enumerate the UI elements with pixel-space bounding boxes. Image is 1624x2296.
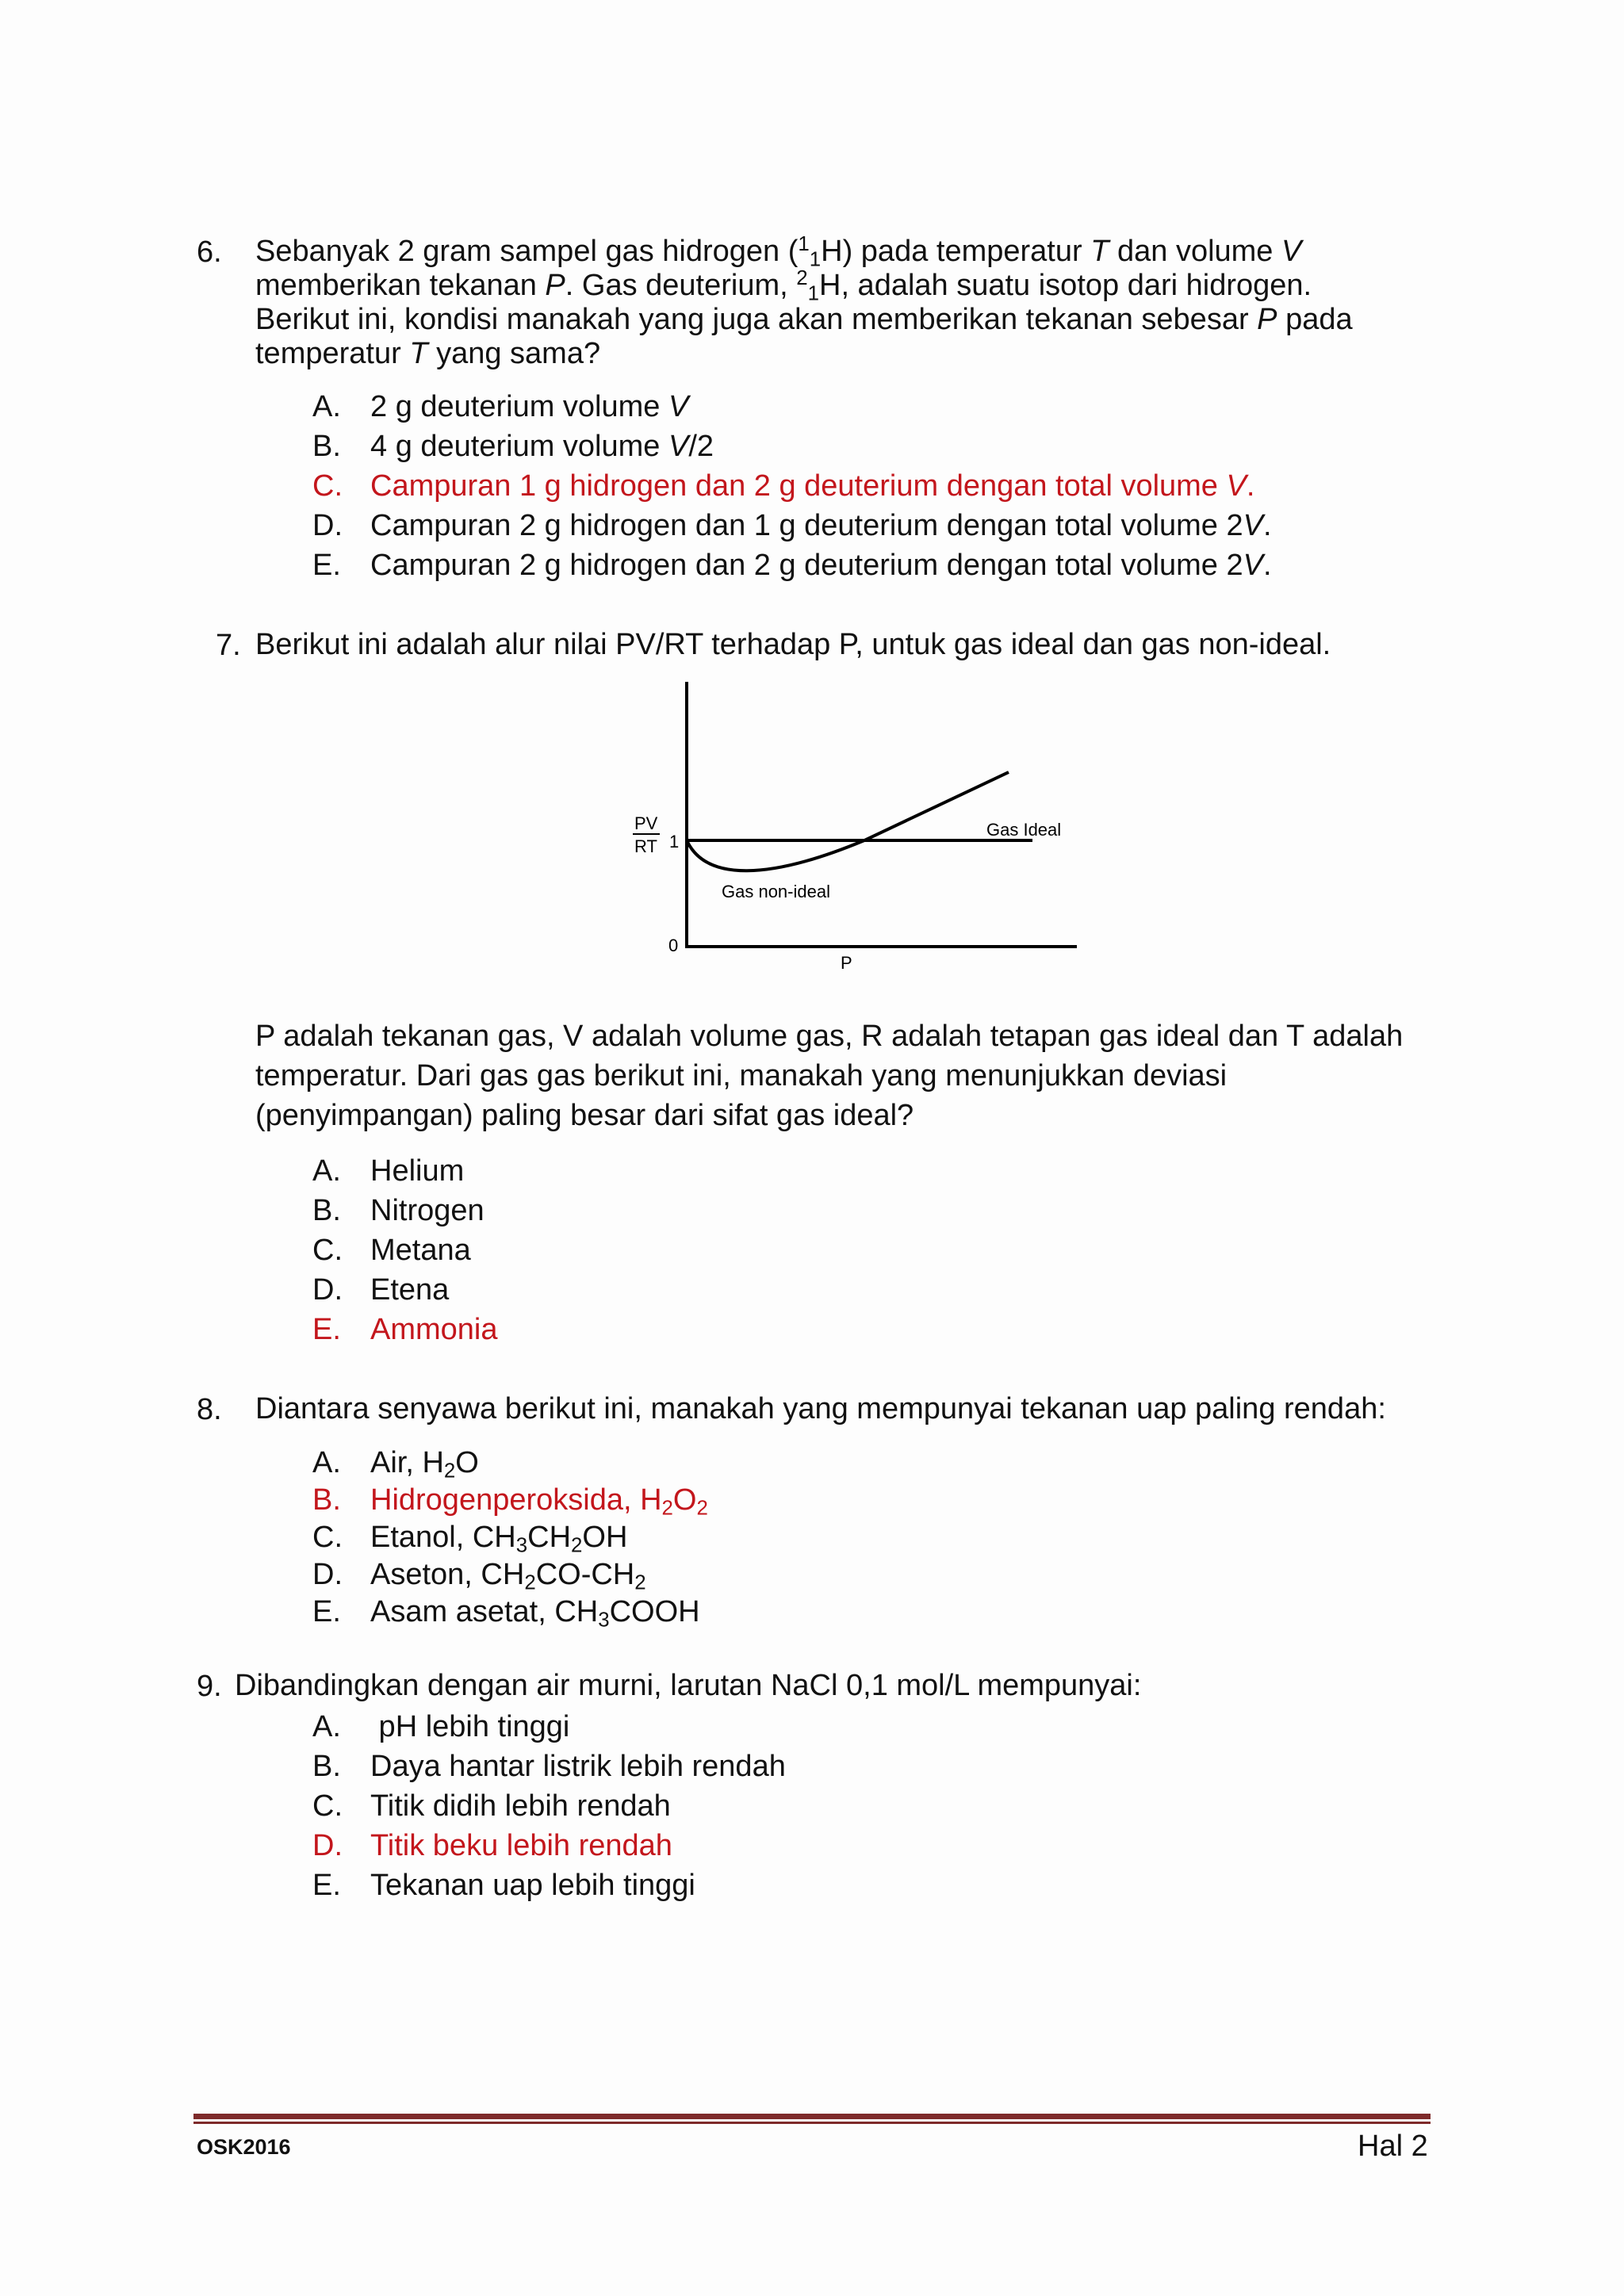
footer-page-number: Hal 2: [1358, 2130, 1428, 2163]
y-tick-0: 0: [668, 936, 679, 955]
q6-line-3: Berikut ini, kondisi manakah yang juga akan memberikan tekanan sebesar P pada: [255, 303, 1353, 336]
q7-paragraph-line-3: (penyimpangan) paling besar dari sifat gas ideal?: [255, 1099, 914, 1132]
question-9-number: 9.: [197, 1670, 222, 1703]
q7-paragraph-line-2: temperatur. Dari gas gas berikut ini, manakah yang menunjukkan deviasi: [255, 1059, 1228, 1093]
y-label-denominator: RT: [634, 836, 657, 856]
exam-page: 6. Sebanyak 2 gram sampel gas hidrogen ($^1_1$H) pada temperatur T dan volume V memberikan tekanan P. Gas deuterium, $^2_1$H, adalah suatu isotop dari hidrogen. Berikut ini, kondisi manakah yang juga akan memberikan tekanan sebesar P pada temperatur T yang sama? A. 2 g deuterium volume V B. 4 g deuterium volume V/2 C. Campuran 1 g hidrogen dan 2 g deuterium dengan total volume V. D. Campuran 2 g hidrogen dan 1 g deuterium dengan total volume 2V. E. Campuran 2 g hidrogen dan 2 g deuterium dengan total volume 2V. 7. Berikut ini adalah alur nilai PV/RT terhadap P, untuk gas ideal dan gas non-ideal. PV RT 1 0 P Gas Ideal Gas non-ideal P adalah tekanan gas, V adalah volume gas, R adalah tetapan gas ideal dan T adalah temperatur. Dari gas gas berikut ini, manakah yang menunjukkan deviasi (penyimpangan) paling besar dari sifat gas ideal? A. Helium B. Nitrogen C. Metana D. Etena E. Ammonia 8. Diantara senyawa berikut ini, manakah yang mempunyai tekanan uap paling rendah: A. Air, $H_2O$ B. Hidrogenperoksida, $H_2O_2$ C. Etanol, $CH_3CH_2OH$ D. Aseton, $CH_2CO-CH_2$ E. Asam asetat, $CH_3COOH$ 9. Dibandingkan dengan air murni, larutan NaCl 0,1 mol/L mempunyai: A. pH lebih tinggi B. Daya hantar listrik lebih rendah C. Titik didih lebih rendah D. Titik beku lebih rendah E. Tekanan uap lebih tinggi OSK2016 Hal 2: [0, 0, 1624, 2296]
footer-rule-thin: [193, 2122, 1431, 2124]
pv-rt-graph: [611, 674, 1086, 983]
y-label-numerator: PV: [634, 813, 658, 833]
q6-line-2: memberikan tekanan P. Gas deuterium, $^2_1$H, adalah suatu isotop dari hidrogen.: [255, 267, 1312, 305]
question-7-number: 7.: [216, 629, 241, 662]
question-7-paragraph: [255, 1016, 1429, 1135]
nonideal-gas-curve: [687, 772, 1009, 871]
ideal-gas-label: Gas Ideal: [986, 820, 1062, 840]
footer-exam-code: OSK2016: [197, 2135, 291, 2159]
nonideal-gas-label: Gas non-ideal: [722, 882, 830, 901]
question-6-text: [255, 235, 1429, 371]
question-8-number: 8.: [197, 1393, 222, 1426]
q7-paragraph-line-1: P adalah tekanan gas, V adalah volume gas, R adalah tetapan gas ideal dan T adalah: [255, 1020, 1404, 1053]
question-9-text: Dibandingkan dengan air murni, larutan NaCl 0,1 mol/L mempunyai:: [235, 1669, 1142, 1702]
x-axis-label: P: [841, 953, 852, 973]
footer-rule-thick: [193, 2114, 1431, 2119]
question-7-text: Berikut ini adalah alur nilai PV/RT terhadap P, untuk gas ideal dan gas non-ideal.: [255, 628, 1331, 661]
question-8-text: Diantara senyawa berikut ini, manakah yang mempunyai tekanan uap paling rendah:: [255, 1392, 1386, 1425]
y-tick-1: 1: [669, 832, 680, 851]
q6-line-4: temperatur T yang sama?: [255, 337, 601, 370]
q6-line-1: Sebanyak 2 gram sampel gas hidrogen ($^1_1$H) pada temperatur T dan volume V: [255, 233, 1302, 271]
question-6-number: 6.: [197, 235, 222, 269]
